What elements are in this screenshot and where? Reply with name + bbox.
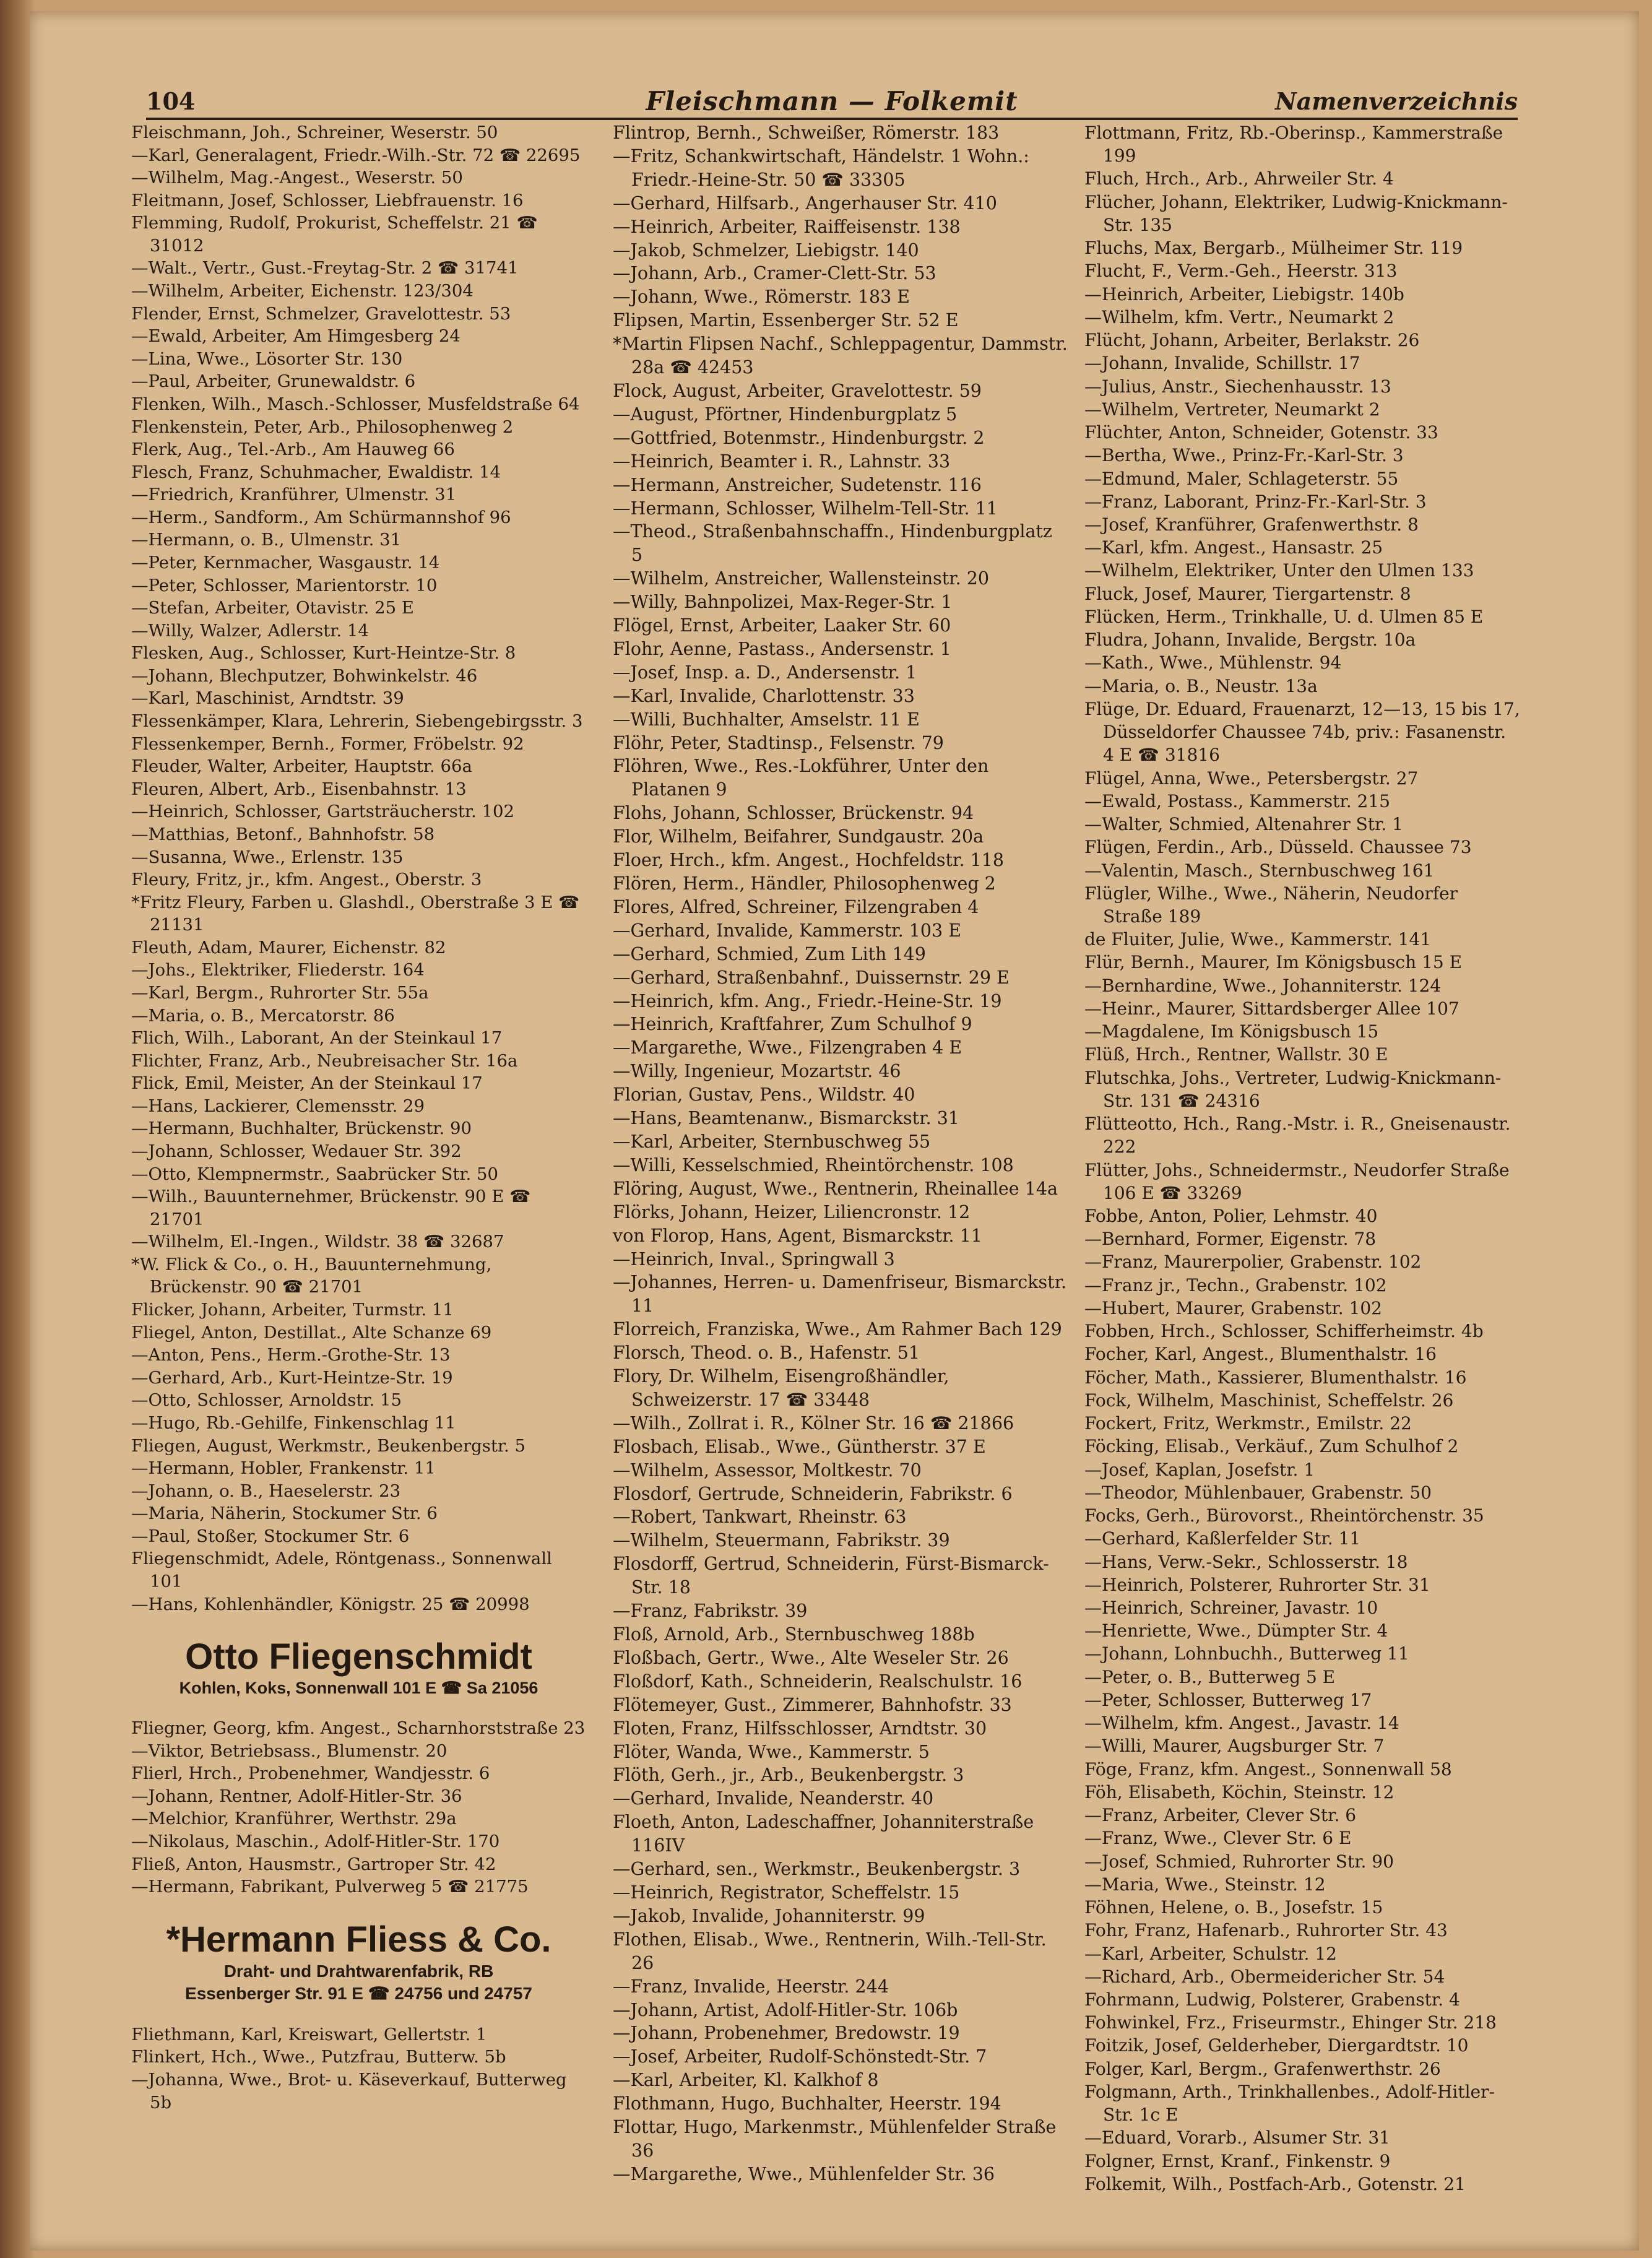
- directory-entry: —Josef, Kaplan, Josefstr. 1: [1084, 1459, 1315, 1480]
- directory-entry: Flöhren, Wwe., Res.-Lokführer, Unter den Platanen 9: [613, 756, 989, 800]
- directory-entry: Floten, Franz, Hilfsschlosser, Arndtstr. 30: [613, 1718, 987, 1739]
- directory-entry: —Jakob, Schmelzer, Liebigstr. 140: [613, 240, 919, 261]
- directory-entry: —Stefan, Arbeiter, Otavistr. 25 E: [131, 598, 414, 618]
- directory-entry: Fock, Wilhelm, Maschinist, Scheffelstr. 26: [1084, 1390, 1454, 1411]
- book-binding: [0, 0, 34, 2258]
- directory-entry: —Magdalene, Im Königsbusch 15: [1084, 1021, 1379, 1042]
- directory-entry: —Heinrich, Polsterer, Ruhrorter Str. 31: [1084, 1574, 1430, 1595]
- directory-entry: Föcking, Elisab., Verkäuf., Zum Schulhof 2: [1084, 1436, 1459, 1457]
- directory-entry: Flottmann, Fritz, Rb.-Oberinsp., Kammerstraße 199: [1084, 123, 1503, 167]
- directory-entry: —Johann, Probenehmer, Bredowstr. 19: [613, 2023, 960, 2044]
- directory-entry: Floßbach, Gertr., Wwe., Alte Weseler Str. 26: [613, 1647, 1009, 1668]
- directory-entry: —Hugo, Rb.-Gehilfe, Finkenschlag 11: [131, 1412, 456, 1433]
- directory-entry: —Karl, Maschinist, Arndtstr. 39: [131, 688, 404, 709]
- directory-entry: —Wilhelm, Anstreicher, Wallensteinstr. 20: [613, 568, 990, 589]
- directory-entry: —Heinrich, Arbeiter, Raiffeisenstr. 138: [613, 216, 961, 237]
- directory-entry: Flinkert, Hch., Wwe., Putzfrau, Butterw. 5b: [131, 2047, 506, 2067]
- directory-entry: —Hermann, Hobler, Frankenstr. 11: [131, 1458, 436, 1479]
- directory-entry: —Johann, Artist, Adolf-Hitler-Str. 106b: [613, 1999, 958, 2020]
- directory-entry: —Melchior, Kranführer, Werthstr. 29a: [131, 1809, 457, 1829]
- directory-entry: —Wilhelm, kfm. Vertr., Neumarkt 2: [1084, 306, 1395, 327]
- directory-entry: —Johann, Schlosser, Wedauer Str. 392: [131, 1141, 462, 1162]
- directory-entry: —Viktor, Betriebsass., Blumenstr. 20: [131, 1741, 448, 1761]
- directory-entry: Fliegenschmidt, Adele, Röntgenass., Sonnenwall 101: [131, 1549, 552, 1591]
- directory-entry: —Gerhard, Invalide, Neanderstr. 40: [613, 1788, 934, 1809]
- directory-entry: —Johann, Arb., Cramer-Clett-Str. 53: [613, 263, 936, 284]
- directory-entry: —Walter, Schmied, Altenahrer Str. 1: [1084, 814, 1403, 835]
- directory-entry: Flintrop, Bernh., Schweißer, Römerstr. 183: [613, 123, 1000, 143]
- directory-entry: —Eduard, Vorarb., Alsumer Str. 31: [1084, 2127, 1390, 2148]
- directory-entry: Fliethmann, Karl, Kreiswart, Gellertstr. 1: [131, 2024, 487, 2044]
- directory-entry: Flosdorf, Gertrude, Schneiderin, Fabrikstr. 6: [613, 1483, 1013, 1504]
- directory-entry: —Gerhard, sen., Werkmstr., Beukenbergstr. 3: [613, 1859, 1021, 1880]
- directory-entry: Flierl, Hrch., Probenehmer, Wandjesstr. 6: [131, 1763, 490, 1784]
- column-3: [1084, 121, 1521, 2195]
- directory-entry: Flüchter, Anton, Schneider, Gotenstr. 33: [1084, 422, 1438, 443]
- directory-entry: —Johs., Elektriker, Fliederstr. 164: [131, 960, 425, 980]
- ad-line-1: Draht- und Drahtwarenfabrik, RB: [223, 1961, 494, 1981]
- directory-entry: —Josef, Arbeiter, Rudolf-Schönstedt-Str. 7: [613, 2046, 987, 2067]
- directory-entry: Folkemit, Wilh., Postfach-Arb., Gotenstr. 21: [1084, 2173, 1466, 2194]
- directory-entry: Floßdorf, Kath., Schneiderin, Realschulstr. 16: [613, 1671, 1023, 1692]
- directory-entry: —Karl, Invalide, Charlottenstr. 33: [613, 685, 915, 706]
- directory-entry: Flügler, Wilhe., Wwe., Näherin, Neudorfer Straße 189: [1084, 883, 1458, 927]
- directory-entry: Flöter, Wanda, Wwe., Kammerstr. 5: [613, 1741, 930, 1762]
- running-title: Fleischmann — Folkemit: [646, 86, 1018, 116]
- directory-entry: —Richard, Arb., Obermeidericher Str. 54: [1084, 1966, 1445, 1987]
- directory-entry: Flothen, Elisab., Wwe., Rentnerin, Wilh.-Tell-Str. 26: [613, 1929, 1047, 1973]
- directory-entry: Flenkenstein, Peter, Arb., Philosophenweg 2: [131, 417, 514, 437]
- directory-entry: —Gerhard, Arb., Kurt-Heintze-Str. 19: [131, 1367, 453, 1388]
- directory-entry: —Heinr., Maurer, Sittardsberger Allee 107: [1084, 998, 1460, 1019]
- directory-entry: Fluck, Josef, Maurer, Tiergartenstr. 8: [1084, 583, 1411, 604]
- directory-entry: —Heinrich, Schlosser, Gartsträucherstr. 102: [131, 802, 514, 822]
- directory-entry: —Peter, o. B., Butterweg 5 E: [1084, 1666, 1336, 1687]
- directory-entry: —Susanna, Wwe., Erlenstr. 135: [131, 847, 404, 867]
- directory-entry: —Wilhelm, Steuermann, Fabrikstr. 39: [613, 1530, 950, 1551]
- directory-entry: —Johannes, Herren- u. Damenfriseur, Bismarckstr. 11: [613, 1272, 1067, 1317]
- directory-entry: Flothmann, Hugo, Buchhalter, Heerstr. 194: [613, 2093, 1001, 2114]
- directory-entry: Flesken, Aug., Schlosser, Kurt-Heintze-Str. 8: [131, 643, 516, 664]
- directory-entry: —Karl, Generalagent, Friedr.-Wilh.-Str. 72 ☎ 22695: [131, 145, 581, 165]
- directory-entry: Flücher, Johann, Elektriker, Ludwig-Knickmann-Str. 135: [1084, 191, 1508, 235]
- directory-entry: —Franz, Invalide, Heerstr. 244: [613, 1976, 889, 1997]
- directory-entry: —Wilhelm, El.-Ingen., Wildstr. 38 ☎ 32687: [131, 1232, 504, 1252]
- ad-title: Otto Fliegenschmidt: [185, 1637, 532, 1677]
- directory-entry: Flutschka, Johs., Vertreter, Ludwig-Knickmann-Str. 131 ☎ 24316: [1084, 1067, 1502, 1111]
- directory-entry: *W. Flick & Co., o. H., Bauunternehmung, Brückenstr. 90 ☎ 21701: [131, 1254, 492, 1297]
- directory-entry: Flötemeyer, Gust., Zimmerer, Bahnhofstr. 33: [613, 1694, 1012, 1715]
- directory-entry: —Kath., Wwe., Mühlenstr. 94: [1084, 652, 1342, 673]
- directory-entry: —Heinrich, Registrator, Scheffelstr. 15: [613, 1882, 960, 1903]
- directory-entry: —Willy, Ingenieur, Mozartstr. 46: [613, 1061, 901, 1082]
- directory-entry: —Franz, Arbeiter, Clever Str. 6: [1084, 1805, 1357, 1826]
- directory-entry: —Karl, Bergm., Ruhrorter Str. 55a: [131, 982, 429, 1003]
- directory-entry: —Wilh., Bauunternehmer, Brückenstr. 90 E ☎ 21701: [131, 1187, 531, 1229]
- directory-entry: Flock, August, Arbeiter, Gravelottestr. 59: [613, 380, 982, 401]
- directory-entry: Flipsen, Martin, Essenberger Str. 52 E: [613, 310, 959, 331]
- directory-entry: Flottar, Hugo, Markenmstr., Mühlenfelder Straße 36: [613, 2117, 1057, 2161]
- directory-entry: —Robert, Tankwart, Rheinstr. 63: [613, 1507, 907, 1528]
- directory-entry: —Gerhard, Straßenbahnf., Duissernstr. 29 E: [613, 967, 1010, 988]
- directory-entry: Flöth, Gerh., jr., Arb., Beukenbergstr. 3: [613, 1765, 964, 1786]
- directory-entry: Flöring, August, Wwe., Rentnerin, Rheinallee 14a: [613, 1178, 1058, 1199]
- directory-entry: —Paul, Stoßer, Stockumer Str. 6: [131, 1526, 410, 1546]
- directory-entry: —Otto, Klempnermstr., Saabrücker Str. 50: [131, 1164, 499, 1184]
- directory-entry: Flür, Bernh., Maurer, Im Königsbusch 15 E: [1084, 952, 1463, 973]
- directory-entry: Föcher, Math., Kassierer, Blumenthalstr. 16: [1084, 1367, 1467, 1388]
- directory-entry: —Peter, Schlosser, Butterweg 17: [1084, 1689, 1372, 1710]
- page-header: [146, 85, 1518, 120]
- directory-entry: —Franz, Wwe., Clever Str. 6 E: [1084, 1828, 1352, 1849]
- directory-entry: —Willi, Maurer, Augsburger Str. 7: [1084, 1736, 1385, 1757]
- directory-entry: Fobbe, Anton, Polier, Lehmstr. 40: [1084, 1206, 1378, 1227]
- directory-entry: Flessenkämper, Klara, Lehrerin, Siebengebirgsstr. 3: [131, 711, 583, 732]
- directory-entry: —Hans, Kohlenhändler, Königstr. 25 ☎ 20998: [131, 1594, 530, 1614]
- directory-entry: Flücken, Herm., Trinkhalle, U. d. Ulmen 85 E: [1084, 606, 1484, 627]
- directory-entry: Flory, Dr. Wilhelm, Eisengroßhändler, Schweizerstr. 17 ☎ 33448: [613, 1366, 949, 1410]
- directory-entry: —Margarethe, Wwe., Filzengraben 4 E: [613, 1037, 962, 1058]
- directory-entry: —Hermann, Buchhalter, Brückenstr. 90: [131, 1118, 472, 1139]
- directory-entry: —Theodor, Mühlenbauer, Grabenstr. 50: [1084, 1482, 1432, 1503]
- directory-entry: Flüß, Hrch., Rentner, Wallstr. 30 E: [1084, 1044, 1388, 1065]
- directory-entry: Fleuth, Adam, Maurer, Eichenstr. 82: [131, 937, 446, 958]
- directory-entry: Fließ, Anton, Hausmstr., Gartroper Str. 42: [131, 1854, 496, 1874]
- directory-entry: Fliegen, August, Werkmstr., Beukenbergstr. 5: [131, 1435, 525, 1456]
- column-2: [613, 121, 1068, 2186]
- directory-entry: Flügen, Ferdin., Arb., Düsseld. Chaussee 73: [1084, 837, 1472, 858]
- directory-entry: Flören, Herm., Händler, Philosophenweg 2: [613, 873, 996, 894]
- directory-entry: —Hans, Beamtenanw., Bismarckstr. 31: [613, 1108, 959, 1129]
- directory-entry: —Franz, Maurerpolier, Grabenstr. 102: [1084, 1252, 1422, 1273]
- directory-entry: Flender, Ernst, Schmelzer, Gravelottestr. 53: [131, 303, 511, 324]
- directory-entry: Flemming, Rudolf, Prokurist, Scheffelstr. 21 ☎ 31012: [131, 213, 538, 256]
- directory-entry: —Heinrich, Inval., Springwall 3: [613, 1248, 895, 1270]
- directory-entry: Fleuren, Albert, Arb., Eisenbahnstr. 13: [131, 779, 467, 799]
- directory-entry: —Johann, Lohnbuchh., Butterweg 11: [1084, 1643, 1409, 1664]
- directory-entry: —Karl, Arbeiter, Schulstr. 12: [1084, 1943, 1337, 1964]
- directory-entry: Föh, Elisabeth, Köchin, Steinstr. 12: [1084, 1781, 1395, 1802]
- directory-entry: Flohr, Aenne, Pastass., Andersenstr. 1: [613, 638, 951, 659]
- directory-entry: Föhnen, Helene, o. B., Josefstr. 15: [1084, 1897, 1383, 1918]
- directory-entry: —Peter, Schlosser, Marientorstr. 10: [131, 575, 438, 595]
- directory-entry: Flosbach, Elisab., Wwe., Güntherstr. 37 E: [613, 1436, 986, 1457]
- directory-entry: —Wilhelm, Mag.-Angest., Weserstr. 50: [131, 168, 463, 188]
- directory-entry: de Fluiter, Julie, Wwe., Kammerstr. 141: [1084, 929, 1432, 950]
- directory-entry: Flicker, Johann, Arbeiter, Turmstr. 11: [131, 1300, 454, 1320]
- directory-entry: Folgner, Ernst, Kranf., Finkenstr. 9: [1084, 2150, 1391, 2171]
- directory-entry: Florreich, Franziska, Wwe., Am Rahmer Bach 129: [613, 1319, 1062, 1340]
- directory-entry: Flütteotto, Hch., Rang.-Mstr. i. R., Gneisenaustr. 222: [1084, 1114, 1511, 1157]
- directory-entry: —Heinrich, Schreiner, Javastr. 10: [1084, 1598, 1378, 1618]
- directory-entry: Fleischmann, Joh., Schreiner, Weserstr. 50: [131, 123, 498, 142]
- directory-entry: —Johann, Invalide, Schillstr. 17: [1084, 353, 1360, 374]
- directory-entry: —Hermann, Schlosser, Wilhelm-Tell-Str. 11: [613, 498, 998, 519]
- directory-entry: —Julius, Anstr., Siechenhausstr. 13: [1084, 376, 1391, 397]
- directory-entry: Flütter, Johs., Schneidermstr., Neudorfer Straße 106 E ☎ 33269: [1084, 1159, 1510, 1203]
- directory-entry: —Hermann, o. B., Ulmenstr. 31: [131, 530, 402, 550]
- directory-entry: —Anton, Pens., Herm.-Grothe-Str. 13: [131, 1345, 451, 1365]
- ad-line-2: Essenberger Str. 91 E ☎ 24756 und 24757: [185, 1983, 532, 2003]
- directory-entry: Fobben, Hrch., Schlosser, Schifferheimstr. 4b: [1084, 1321, 1484, 1342]
- directory-entry: Fludra, Johann, Invalide, Bergstr. 10a: [1084, 629, 1416, 651]
- directory-entry: —Lina, Wwe., Lösorter Str. 130: [131, 348, 403, 369]
- directory-entry: Flichter, Franz, Arb., Neubreisacher Str. 16a: [131, 1050, 518, 1071]
- directory-entry: —Johann, o. B., Haeselerstr. 23: [131, 1481, 401, 1501]
- directory-entry: von Florop, Hans, Agent, Bismarckstr. 11: [613, 1225, 982, 1246]
- directory-entry: Foitzik, Josef, Gelderheber, Diergardtstr. 10: [1084, 2035, 1469, 2056]
- directory-entry: Föge, Franz, kfm. Angest., Sonnenwall 58: [1084, 1758, 1452, 1780]
- directory-entry: —Valentin, Masch., Sternbuschweg 161: [1084, 860, 1435, 881]
- directory-entry: —Margarethe, Wwe., Mühlenfelder Str. 36: [613, 2163, 995, 2184]
- directory-entry: —Johann, Rentner, Adolf-Hitler-Str. 36: [131, 1786, 462, 1806]
- directory-entry: —Friedrich, Kranführer, Ulmenstr. 31: [131, 485, 457, 505]
- directory-entry: —Bernhard, Former, Eigenstr. 78: [1084, 1229, 1377, 1250]
- directory-entry: —Wilhelm, Arbeiter, Eichenstr. 123/304: [131, 281, 474, 301]
- directory-entry: —Otto, Schlosser, Arnoldstr. 15: [131, 1390, 402, 1411]
- directory-entry: Fohr, Franz, Hafenarb., Ruhrorter Str. 43: [1084, 1920, 1448, 1941]
- directory-entry: Focks, Gerh., Bürovorst., Rheintörchenstr. 35: [1084, 1505, 1484, 1526]
- directory-entry: —Peter, Kernmacher, Wasgaustr. 14: [131, 552, 440, 573]
- directory-entry: Floß, Arnold, Arb., Sternbuschweg 188b: [613, 1624, 975, 1645]
- directory-entry: —Heinrich, Beamter i. R., Lahnstr. 33: [613, 451, 951, 472]
- directory-entry: Flosdorff, Gertrud, Schneiderin, Fürst-Bismarck-Str. 18: [613, 1554, 1049, 1598]
- directory-entry: —Willy, Walzer, Adlerstr. 14: [131, 620, 369, 641]
- directory-entry: Flohs, Johann, Schlosser, Brückenstr. 94: [613, 803, 974, 824]
- directory-entry: —Josef, Kranführer, Grafenwerthstr. 8: [1084, 514, 1419, 535]
- directory-entry: —Heinrich, Kraftfahrer, Zum Schulhof 9: [613, 1014, 972, 1035]
- ad-line: Kohlen, Koks, Sonnenwall 101 E ☎ Sa 21056: [179, 1679, 538, 1698]
- directory-entry: Folger, Karl, Bergm., Grafenwerthstr. 26: [1084, 2058, 1441, 2079]
- directory-entry: —Henriette, Wwe., Dümpter Str. 4: [1084, 1620, 1388, 1642]
- directory-entry: Flörks, Johann, Heizer, Liliencronstr. 12: [613, 1201, 971, 1222]
- advertisement-fliegenschmidt: [131, 1637, 586, 1698]
- directory-entry: —Edmund, Maler, Schlageterstr. 55: [1084, 468, 1399, 489]
- directory-entry: —Paul, Arbeiter, Grunewaldstr. 6: [131, 371, 416, 392]
- directory-entry: Fohwinkel, Frz., Friseurmstr., Ehinger Str. 218: [1084, 2012, 1497, 2033]
- directory-entry: Fleury, Fritz, jr., kfm. Angest., Oberstr. 3: [131, 870, 482, 890]
- directory-entry: —Willi, Buchhalter, Amselstr. 11 E: [613, 709, 920, 730]
- directory-entry: —Wilhelm, Elektriker, Unter den Ulmen 133: [1084, 560, 1474, 581]
- directory-entry: —Willi, Kesselschmied, Rheintörchenstr. 108: [613, 1154, 1014, 1175]
- directory-entry: —Bertha, Wwe., Prinz-Fr.-Karl-Str. 3: [1084, 445, 1404, 466]
- directory-entry: Fluchs, Max, Bergarb., Mülheimer Str. 119: [1084, 238, 1463, 259]
- directory-entry: Fliegner, Georg, kfm. Angest., Scharnhorststraße 23: [131, 1718, 586, 1739]
- directory-entry: —Willy, Bahnpolizei, Max-Reger-Str. 1: [613, 592, 953, 613]
- directory-entry: —Maria, o. B., Mercatorstr. 86: [131, 1005, 395, 1026]
- directory-entry: —Franz, Laborant, Prinz-Fr.-Karl-Str. 3: [1084, 491, 1427, 512]
- directory-entry: —Hans, Lackierer, Clemensstr. 29: [131, 1096, 425, 1116]
- directory-entry: —Hermann, Fabrikant, Pulverweg 5 ☎ 21775: [131, 1877, 529, 1897]
- directory-entry: —Ewald, Arbeiter, Am Himgesberg 24: [131, 326, 461, 347]
- directory-entry: —Gerhard, Hilfsarb., Angerhauser Str. 410: [613, 192, 997, 214]
- directory-entry: —Hubert, Maurer, Grabenstr. 102: [1084, 1297, 1382, 1318]
- directory-entry: Fleuder, Walter, Arbeiter, Hauptstr. 66a: [131, 756, 472, 777]
- directory-entry: —Jakob, Invalide, Johanniterstr. 99: [613, 1905, 925, 1926]
- directory-entry: —Johann, Blechputzer, Bohwinkelstr. 46: [131, 665, 478, 686]
- directory-entry: Florsch, Theod. o. B., Hafenstr. 51: [613, 1343, 920, 1364]
- directory-entry: Florian, Gustav, Pens., Wildstr. 40: [613, 1084, 915, 1105]
- directory-entry: Flüge, Dr. Eduard, Frauenarzt, 12—13, 15 bis 17, Düsseldorfer Chaussee 74b, priv.: Fasanenstr. 4 E ☎ 31816: [1084, 698, 1520, 766]
- directory-entry: Flores, Alfred, Schreiner, Filzengraben 4: [613, 896, 979, 917]
- directory-entry: —Hans, Verw.-Sekr., Schlosserstr. 18: [1084, 1551, 1408, 1572]
- directory-entry: —Theod., Straßenbahnschaffn., Hindenburgplatz 5: [613, 521, 1052, 566]
- directory-entry: Fliegel, Anton, Destillat., Alte Schanze 69: [131, 1322, 492, 1343]
- directory-entry: —Gottfried, Botenmstr., Hindenburgstr. 2: [613, 427, 985, 448]
- directory-entry: —Karl, Arbeiter, Kl. Kalkhof 8: [613, 2070, 879, 2091]
- directory-entry: Fleitmann, Josef, Schlosser, Liebfrauenstr. 16: [131, 190, 524, 210]
- directory-entry: Fohrmann, Ludwig, Polsterer, Grabenstr. 4: [1084, 1989, 1460, 2010]
- directory-entry: —August, Pförtner, Hindenburgplatz 5: [613, 404, 958, 425]
- directory-entry: Flücht, Johann, Arbeiter, Berlakstr. 26: [1084, 330, 1420, 351]
- directory-entry: Fluch, Hrch., Arb., Ahrweiler Str. 4: [1084, 168, 1394, 189]
- directory-entry: Flessenkemper, Bernh., Former, Fröbelstr. 92: [131, 733, 524, 754]
- page-number: 104: [146, 87, 196, 115]
- directory-entry: Flögel, Ernst, Arbeiter, Laaker Str. 60: [613, 615, 951, 636]
- directory-entry: —Franz jr., Techn., Grabenstr. 102: [1084, 1274, 1387, 1296]
- directory-entry: —Josef, Schmied, Ruhrorter Str. 90: [1084, 1851, 1394, 1872]
- directory-entry: *Martin Flipsen Nachf., Schleppagentur, Dammstr. 28a ☎ 42453: [613, 334, 1068, 378]
- advertisement-fliess: [131, 1919, 586, 2005]
- directory-entry: Flenken, Wilh., Masch.-Schlosser, Musfeldstraße 64: [131, 394, 580, 414]
- directory-entry: —Bernhardine, Wwe., Johanniterstr. 124: [1084, 975, 1442, 996]
- directory-entry: —Nikolaus, Maschin., Adolf-Hitler-Str. 170: [131, 1832, 500, 1852]
- directory-entry: —Gerhard, Invalide, Kammerstr. 103 E: [613, 920, 962, 941]
- directory-entry: —Gerhard, Schmied, Zum Lith 149: [613, 943, 926, 964]
- directory-entry: —Wilhelm, kfm. Angest., Javastr. 14: [1084, 1713, 1399, 1734]
- directory-entry: —Maria, Näherin, Stockumer Str. 6: [131, 1503, 438, 1524]
- directory-entry: —Hermann, Anstreicher, Sudetenstr. 116: [613, 474, 982, 495]
- directory-entry: *Fritz Fleury, Farben u. Glashdl., Oberstraße 3 E ☎ 21131: [131, 892, 580, 935]
- section-title: Namenverzeichnis: [1274, 87, 1518, 115]
- directory-entry: Fockert, Fritz, Werkmstr., Emilstr. 22: [1084, 1413, 1412, 1434]
- directory-entry: Floer, Hrch., kfm. Angest., Hochfeldstr. 118: [613, 850, 1004, 871]
- directory-entry: Flesch, Franz, Schuhmacher, Ewaldistr. 14: [131, 462, 501, 482]
- directory-entry: Flick, Emil, Meister, An der Steinkaul 17: [131, 1073, 483, 1094]
- directory-entry: —Fritz, Schankwirtschaft, Händelstr. 1 Wohn.: Friedr.-Heine-Str. 50 ☎ 33305: [613, 145, 1029, 190]
- directory-entry: —Ewald, Postass., Kammerstr. 215: [1084, 790, 1390, 811]
- directory-entry: Flerk, Aug., Tel.-Arb., Am Hauweg 66: [131, 439, 455, 460]
- directory-entry: —Heinrich, kfm. Ang., Friedr.-Heine-Str. 19: [613, 990, 1002, 1011]
- directory-entry: —Johanna, Wwe., Brot- u. Käseverkauf, Butterweg 5b: [131, 2069, 567, 2113]
- directory-entry: —Maria, o. B., Neustr. 13a: [1084, 675, 1318, 696]
- directory-entry: —Heinrich, Arbeiter, Liebigstr. 140b: [1084, 283, 1404, 305]
- directory-entry: —Maria, Wwe., Steinstr. 12: [1084, 1874, 1326, 1895]
- directory-entry: Flor, Wilhelm, Beifahrer, Sundgaustr. 20a: [613, 826, 984, 847]
- directory-entry: Floeth, Anton, Ladeschaffner, Johanniterstraße 116IV: [613, 1812, 1034, 1856]
- directory-entry: —Matthias, Betonf., Bahnhofstr. 58: [131, 824, 435, 844]
- directory-entry: —Franz, Fabrikstr. 39: [613, 1601, 808, 1622]
- directory-entry: Flucht, F., Verm.-Geh., Heerstr. 313: [1084, 261, 1398, 282]
- directory-entry: —Herm., Sandform., Am Schürmannshof 96: [131, 507, 511, 527]
- directory-entry: —Johann, Wwe., Römerstr. 183 E: [613, 287, 910, 308]
- directory-entry: —Karl, Arbeiter, Sternbuschweg 55: [613, 1131, 931, 1152]
- directory-entry: Flügel, Anna, Wwe., Petersbergstr. 27: [1084, 768, 1419, 789]
- directory-entry: —Karl, kfm. Angest., Hansastr. 25: [1084, 537, 1383, 558]
- directory-entry: —Walt., Vertr., Gust.-Freytag-Str. 2 ☎ 31741: [131, 258, 519, 279]
- directory-entry: —Wilh., Zollrat i. R., Kölner Str. 16 ☎ 21866: [613, 1412, 1014, 1434]
- column-1: [131, 121, 586, 2114]
- directory-entry: —Wilhelm, Assessor, Moltkestr. 70: [613, 1460, 922, 1481]
- directory-entry: Focher, Karl, Angest., Blumenthalstr. 16: [1084, 1344, 1437, 1365]
- directory-entry: Flöhr, Peter, Stadtinsp., Felsenstr. 79: [613, 732, 944, 753]
- directory-entry: Flich, Wilh., Laborant, An der Steinkaul 17: [131, 1028, 503, 1049]
- directory-entry: Folgmann, Arth., Trinkhallenbes., Adolf-Hitler-Str. 1c E: [1084, 2081, 1495, 2126]
- directory-entry: —Josef, Insp. a. D., Andersenstr. 1: [613, 662, 917, 683]
- directory-entry: —Gerhard, Kaßlerfelder Str. 11: [1084, 1528, 1361, 1549]
- directory-entry: —Wilhelm, Vertreter, Neumarkt 2: [1084, 399, 1380, 420]
- ad-title: *Hermann Fliess & Co.: [166, 1919, 551, 1960]
